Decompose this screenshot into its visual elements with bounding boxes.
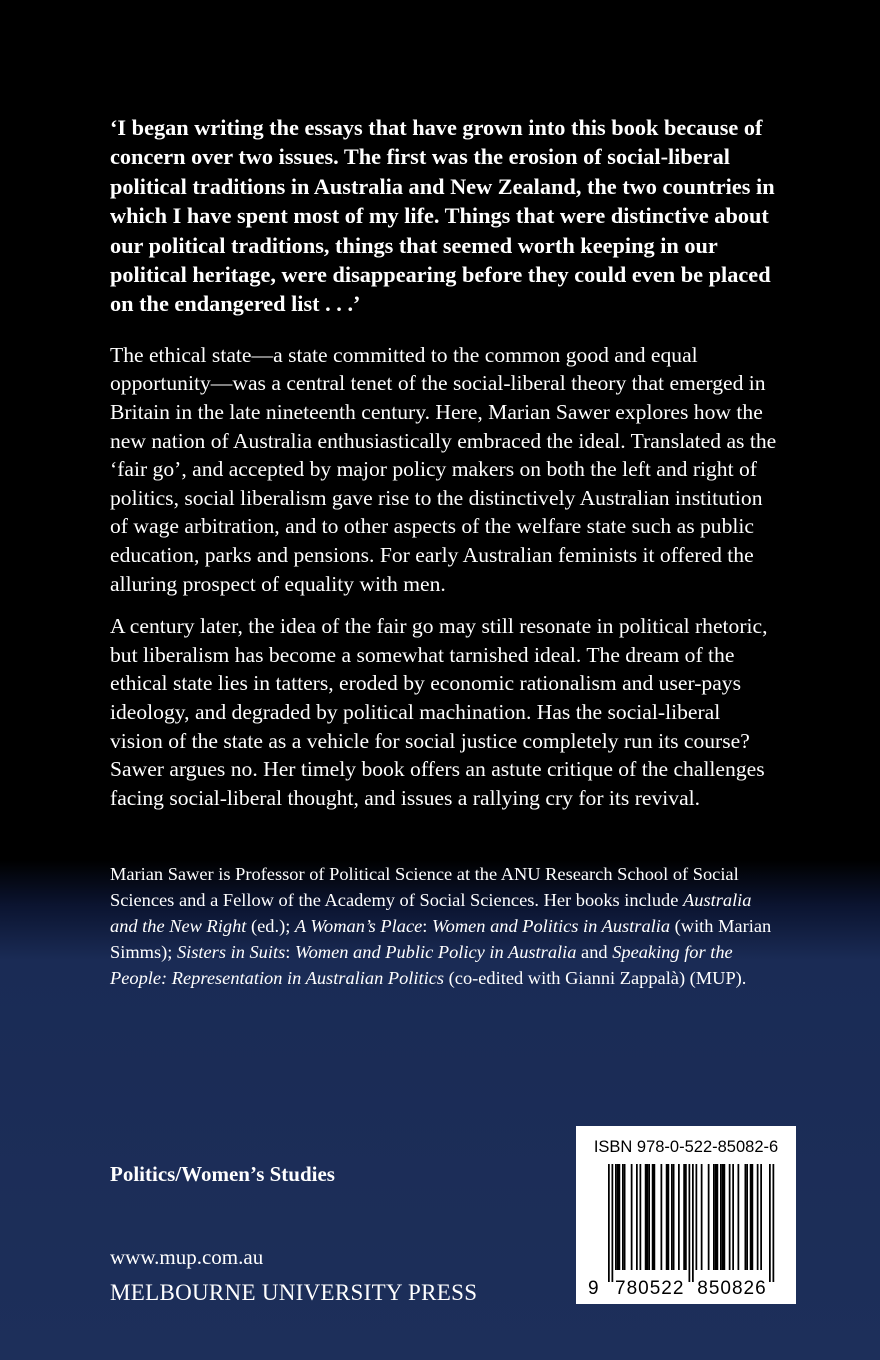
barcode-bar [769, 1164, 771, 1282]
barcode-bar [713, 1164, 715, 1270]
barcode-bar [631, 1164, 633, 1270]
barcode-digits: 850826 [697, 1278, 767, 1299]
barcode-bar [692, 1164, 694, 1282]
barcode-digits: 780522 [615, 1278, 685, 1299]
book-title: Speaking for the People: Representation in Australian Politics [110, 941, 733, 988]
blurb-paragraph-2: A century later, the idea of the fair go may still resonate in political rhetoric, but liberalism has become a somewhat tarnished ideal. The dream of the ethical state lies in tatters, eroded by economic rationalism and user-pays ideology, and degraded by political machination. Has the social-liberal vision of the state as a vehicle for social justice completely run its course? Sawer argues no. Her timely book offers an astute critique of the challenges facing social-liberal thought, and issues a rallying cry for its revival. [110, 614, 768, 810]
barcode-bar [636, 1164, 638, 1270]
barcode-bar [612, 1164, 614, 1282]
barcode-bar [661, 1164, 663, 1270]
barcode-bar [652, 1164, 654, 1270]
barcode-bar [746, 1164, 748, 1270]
book-title: Sisters in Suits [176, 941, 286, 962]
barcode-bar [617, 1164, 619, 1270]
barcode-bar [773, 1164, 775, 1282]
barcode-bar [717, 1164, 719, 1270]
barcode-bar [668, 1164, 670, 1270]
barcode-bar [729, 1164, 731, 1270]
barcode-bar [648, 1164, 650, 1270]
barcode-digits: 9 [588, 1278, 600, 1299]
barcode-bar [745, 1164, 747, 1270]
bio-text: : [422, 915, 432, 936]
barcode-bar [673, 1164, 675, 1270]
book-title: Women and Politics in Australia [432, 915, 671, 936]
bio-text: (with Marian Simms); [110, 915, 772, 962]
isbn-label: ISBN 978-0-522-85082-6 [593, 1138, 779, 1156]
barcode-bar [732, 1164, 734, 1270]
barcode-bar [750, 1164, 752, 1270]
bio-text: (ed.); [246, 915, 295, 936]
barcode-bar [645, 1164, 647, 1270]
publisher-url: www.mup.com.au [110, 1245, 264, 1269]
barcode-bar [619, 1164, 621, 1270]
barcode-bar [696, 1164, 698, 1270]
pull-quote: ‘I began writing the essays that have grown into this book because of concern over two issues. The first was the erosion of social-liberal political traditions in Australia and New Zealand, the two countries in which I have spent most of my life. Things that were distinctive about our political traditions, things that seemed worth keeping in our political heritage, were disappearing before they could even be placed on the endangered list . . .’ [110, 115, 775, 317]
book-title: Australia and the New Right [110, 890, 752, 936]
barcode-bar [752, 1164, 754, 1270]
barcode-bar [671, 1164, 673, 1270]
author-bio [110, 862, 782, 991]
publisher-name: MELBOURNE UNIVERSITY PRESS [110, 1280, 478, 1305]
bio-text: (co-edited with Gianni Zappalà) (MUP). [444, 967, 747, 988]
barcode-bar [666, 1164, 668, 1270]
book-title: A Woman’s Place [294, 915, 423, 936]
barcode-bar [738, 1164, 740, 1270]
isbn-barcode [576, 1126, 796, 1304]
barcode-bar [685, 1164, 687, 1270]
barcode-bar [701, 1164, 703, 1270]
barcode-bar [708, 1164, 710, 1270]
barcode-bar [624, 1164, 626, 1270]
barcode-bar [757, 1164, 759, 1270]
barcode-bar [689, 1164, 691, 1282]
subject-category: Politics/Women’s Studies [110, 1162, 335, 1186]
barcode-bar [622, 1164, 624, 1270]
barcode-bar [722, 1164, 724, 1270]
barcode-bar [715, 1164, 717, 1270]
barcode-bar [678, 1164, 680, 1270]
book-title: Women and Public Policy in Australia [294, 941, 577, 962]
bio-text: Marian Sawer is Professor of Political Science at the ANU Research School of Social Sciences and a Fellow of the Academy of Social Sciences. Her books include [110, 864, 739, 911]
bio-text: and [576, 941, 613, 962]
blurb-paragraph-1: The ethical state—a state committed to the common good and equal opportunity—was a central tenet of the social-liberal theory that emerged in Britain in the late nineteenth century. Here, Marian Sawer explores how the new nation of Australia enthusiastically embraced the ideal. Translated as the ‘fair go’, and accepted by major policy makers on both the left and right of politics, social liberalism gave rise to the distinctively Australian institution of wage arbitration, and to other aspects of the welfare state such as public education, parks and pensions. For early Australian feminists it offered the alluring prospect of equality with men. [110, 342, 777, 596]
barcode-bar [647, 1164, 649, 1270]
barcode-bar [760, 1164, 762, 1270]
barcode-bar [640, 1164, 642, 1270]
barcode-bar [654, 1164, 656, 1270]
barcode-bar [724, 1164, 726, 1270]
barcode-bars [576, 1164, 796, 1304]
barcode-bar [720, 1164, 722, 1270]
barcode-bar [683, 1164, 685, 1270]
barcode-bar [615, 1164, 617, 1270]
bio-text: : [285, 941, 295, 962]
barcode-bar [608, 1164, 610, 1282]
